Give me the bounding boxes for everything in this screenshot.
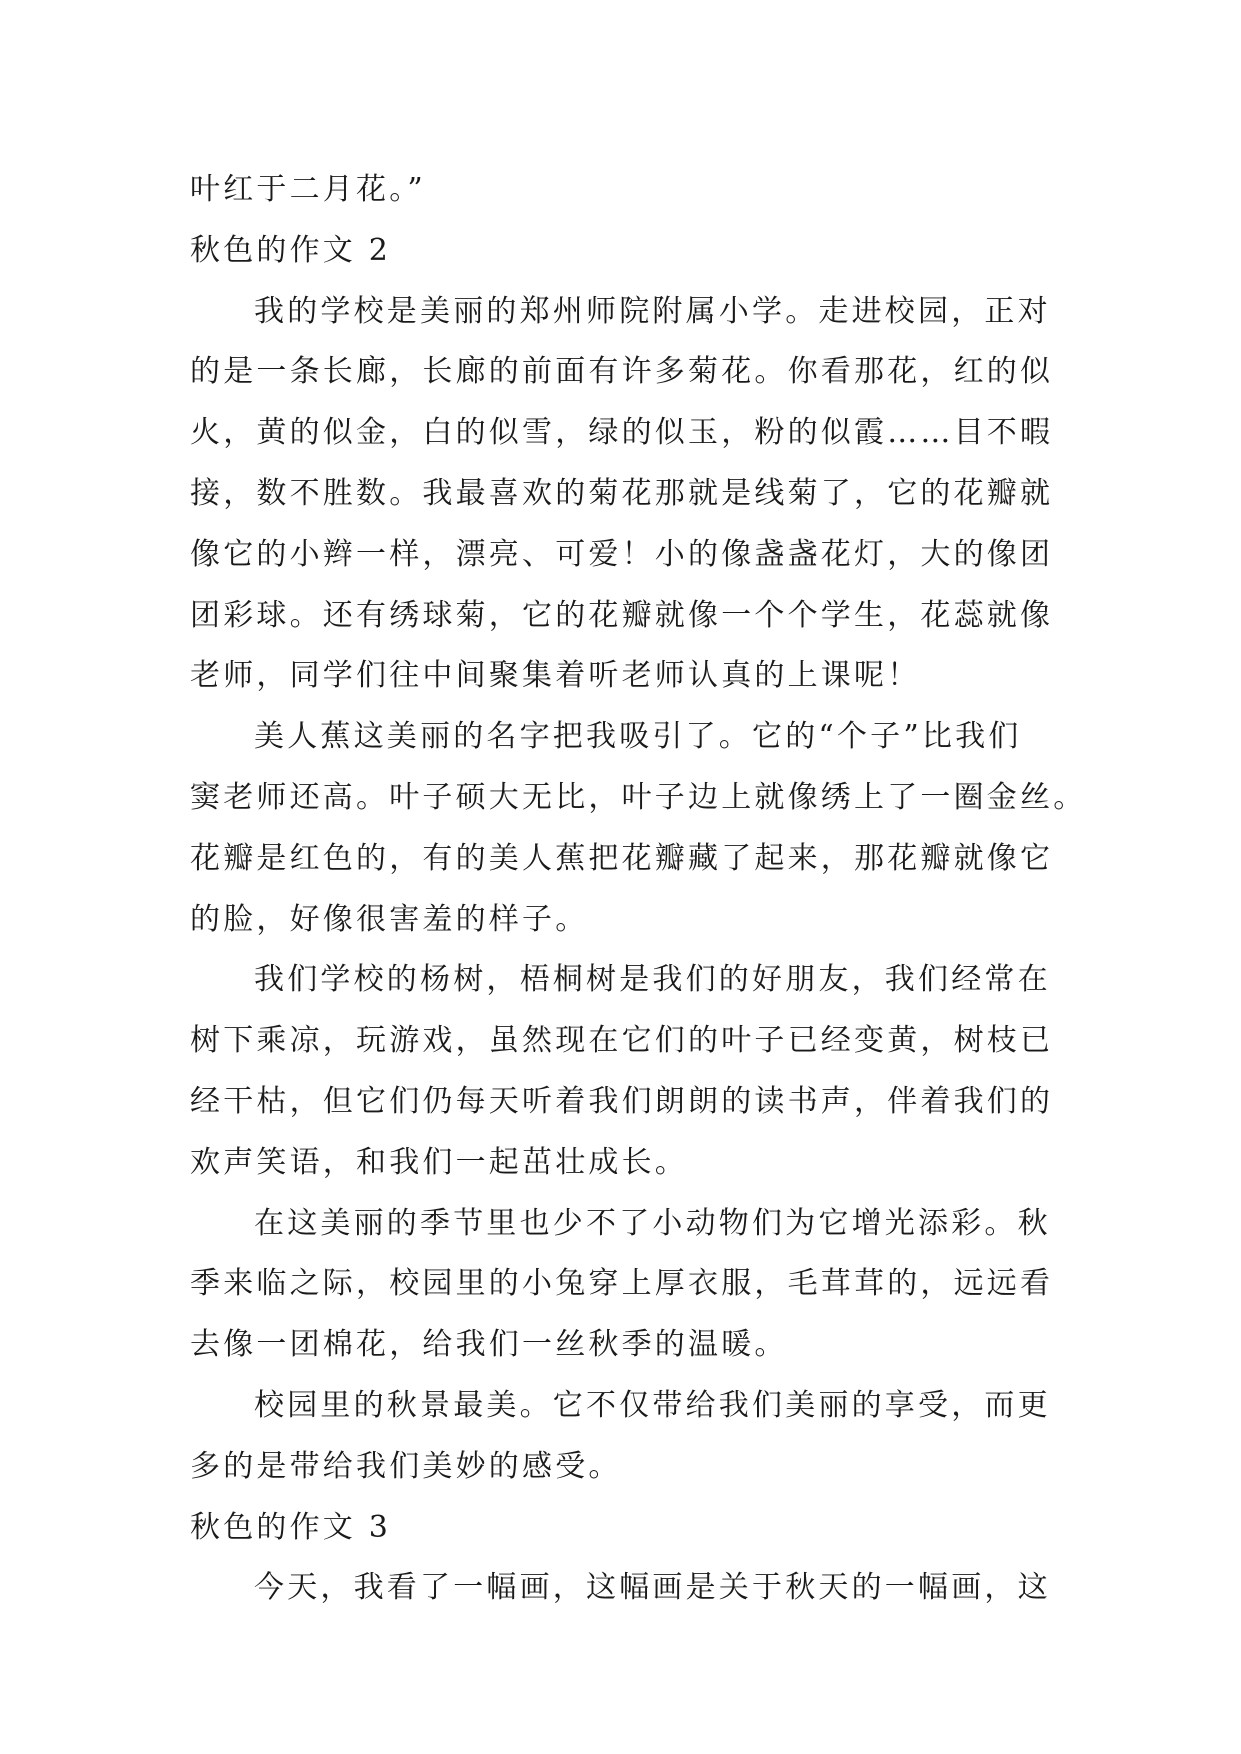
text-line: 树下乘凉，玩游戏，虽然现在它们的叶子已经变黄，树枝已 — [190, 1023, 1054, 1059]
text-line: 的脸，好像很害羞的样子。 — [190, 901, 589, 937]
paragraph-first-line: 在这美丽的季节里也少不了小动物们为它增光添彩。秋 — [254, 1205, 1051, 1241]
text-line: 欢声笑语，和我们一起茁壮成长。 — [190, 1144, 688, 1180]
text-line: 老师，同学们往中间聚集着听老师认真的上课呢！ — [190, 658, 921, 694]
paragraph-first-line: 美人蕉这美丽的名字把我吸引了。它的“个子”比我们 — [254, 719, 1022, 755]
text-line: 多的是带给我们美妙的感受。 — [190, 1448, 622, 1484]
text-line: 的是一条长廊，长廊的前面有许多菊花。你看那花，红的似 — [190, 354, 1054, 390]
text-line: 经干枯，但它们仍每天听着我们朗朗的读书声，伴着我们的 — [190, 1083, 1054, 1119]
paragraph-first-line: 我们学校的杨树，梧桐树是我们的好朋友，我们经常在 — [254, 962, 1051, 998]
essay-heading: 秋色的作文 2 — [190, 232, 392, 268]
essay-heading: 秋色的作文 3 — [190, 1509, 392, 1545]
document-body — [190, 160, 1087, 1619]
paragraph-first-line: 我的学校是美丽的郑州师院附属小学。走进校园，正对 — [254, 293, 1051, 329]
text-line: 团彩球。还有绣球菊，它的花瓣就像一个个学生，花蕊就像 — [190, 597, 1054, 633]
paragraph-first-line: 校园里的秋景最美。它不仅带给我们美丽的享受，而更 — [254, 1387, 1051, 1423]
text-line: 接，数不胜数。我最喜欢的菊花那就是线菊了，它的花瓣就 — [190, 475, 1054, 511]
text-line: 窦老师还高。叶子硕大无比，叶子边上就像绣上了一圈金丝。 — [190, 779, 1087, 815]
text-line: 火，黄的似金，白的似雪，绿的似玉，粉的似霞……目不暇 — [190, 415, 1054, 451]
text-line: 像它的小辫一样，漂亮、可爱！小的像盏盏花灯，大的像团 — [190, 536, 1054, 572]
text-line: 去像一团棉花，给我们一丝秋季的温暖。 — [190, 1327, 788, 1363]
text-line: 季来临之际，校园里的小兔穿上厚衣服，毛茸茸的，远远看 — [190, 1266, 1054, 1302]
text-line: 叶红于二月花。” — [190, 172, 426, 207]
text-line: 花瓣是红色的，有的美人蕉把花瓣藏了起来，那花瓣就像它 — [190, 840, 1054, 876]
paragraph-first-line: 今天，我看了一幅画，这幅画是关于秋天的一幅画，这 — [254, 1570, 1051, 1606]
